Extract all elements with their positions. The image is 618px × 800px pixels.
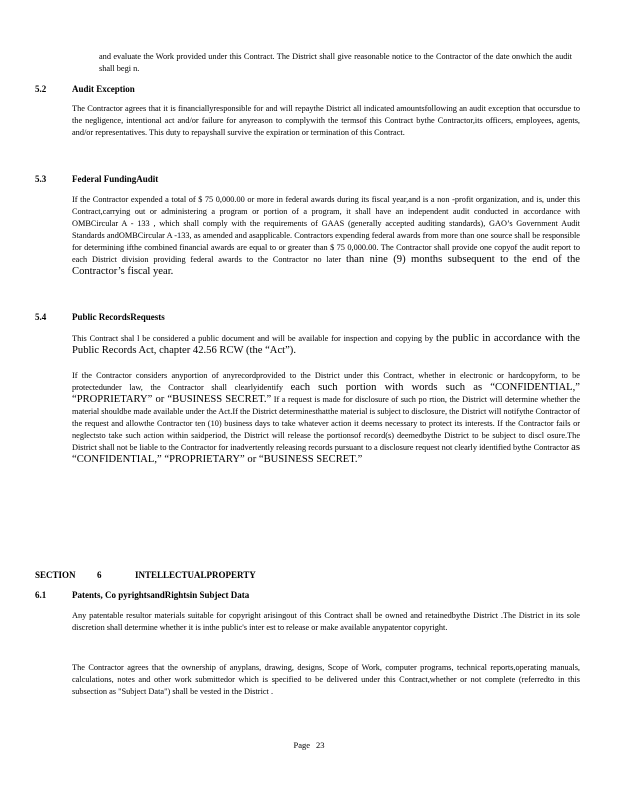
section-number: 6 (97, 570, 102, 580)
section-label: SECTION (35, 570, 76, 580)
section-title: INTELLECTUALPROPERTY (135, 570, 256, 580)
confidential-words-text-2: as “CONFIDENTIAL,” “PROPRIETARY” or “BUSINESS SECRET.” (72, 442, 580, 465)
section-number: 6.1 (35, 590, 47, 600)
section-title: Audit Exception (72, 84, 135, 94)
confidential-text-1: If the Contractor considers anyportion of anyrecordprovided to the District under this Contract, whether in electronic or hardcopyform, to be protectedunder law, the Contractor shall clearlyidentify (72, 371, 580, 392)
confidential-records-paragraph (72, 370, 580, 466)
section-number: 5.4 (35, 312, 47, 322)
section-5-3-heading (35, 174, 158, 184)
public-records-act-text: the public in accordance with the Public Records Act, chapter 42.56 RCW (the “Act”). (72, 333, 581, 356)
federal-funding-audit-paragraph (72, 194, 580, 278)
section-title: Public RecordsRequests (72, 312, 165, 322)
subject-data-paragraph: The Contractor agrees that the ownership of anyplans, drawing, designs, Scope of Work, computer programs, technical reports,operating manuals, calculations, notes and other work submittedor which is specified to be delivered under this Contract,whether or not complete (referredto in this subsection as "Subject Data") shall be vested in the District . (72, 663, 580, 696)
section-6-1-heading (35, 590, 249, 600)
patents-paragraph: Any patentable resultor materials suitable for copyright arisingout of this Contract shall be owned and retainedbythe District .The District in its sole discretion shall determine whether it is inthe public's inter est to release or make available anypatentor copyright. (72, 611, 580, 632)
public-document-text: This Contract shal l be considered a public document and will be available for inspection and copying by (72, 334, 434, 343)
federal-audit-text: If the Contractor expended a total of $ 75 0,000.00 or more in federal awards during its fiscal year,and is a non -profit organization, and is, under this Contract,carrying out or administering a program or portion of a program, it shall have an independent audit conducted in accordance with OMBCircular A - 133 , which shall comply with the requirements of GAAS (generally accepted auditing standards), GAO’s Government Audit Standards andOMBCircular A -133, as amended and asapplicable. Contractors expending federal awards from more than one source shall be responsible for determining ifthe combined financial awards are equal to or greater than $ 75 0,000.00. The Contractor shall provide one copyof the audit report to each District division providing federal awards to the Contractor no later (72, 195, 580, 264)
section-5-4-heading (35, 312, 165, 322)
section-6-heading (35, 570, 256, 580)
federal-audit-deadline-text: than nine (9) months subsequent to the end of the Contractor’s fiscal year. (72, 254, 580, 277)
confidential-text-2: If a request is made for disclosure of such po rtion, the District will determine whether the material shouldbe made available under the Act.If the District determinesthatthe material is subject to disclosure, the District will notifythe Contractor of the request and allowthe Contractor ten (10) business days to take whatever action it deems necessary to protect its interests. If the Contractor fails or neglectsto take such action within saidperiod, the District will release the portionsof record(s) deemedbythe District to be subject to discl osure.The District shall not be liable to the Contractor for inadvertently releasing records pursuant to a disclosure request not clearly identified bythe Contractor (72, 395, 580, 452)
confidential-words-text: each such portion with words such as “CONFIDENTIAL,” “PROPRIETARY” or “BUSINESS SECRET.” (72, 382, 580, 405)
page-label: Page (293, 740, 311, 750)
audit-exception-paragraph: The Contractor agrees that it is financiallyresponsible for and will repaythe District all indicated amountsfollowing an audit exception that occursdue to the negligence, intentional act and/or failure for anyreason to complywith the termsof this Contract bythe Contractor,its officers, employees, agents, and/or representatives. This duty to repayshall survive the expiration or termination of this Contract. (72, 104, 580, 137)
public-document-paragraph (72, 333, 580, 357)
section-title: Federal FundingAudit (72, 174, 159, 184)
page-footer (0, 740, 618, 750)
section-5-2-heading (35, 84, 135, 94)
intro-paragraph: and evaluate the Work provided under this Contract. The District shall give reasonable notice to the Contractor of the date onwhich the audit shall begi n. (99, 52, 572, 73)
page-number: 23 (316, 740, 325, 750)
section-number: 5.3 (35, 174, 47, 184)
section-number: 5.2 (35, 84, 47, 94)
section-title: Patents, Co pyrightsandRightsin Subject Data (72, 590, 250, 600)
